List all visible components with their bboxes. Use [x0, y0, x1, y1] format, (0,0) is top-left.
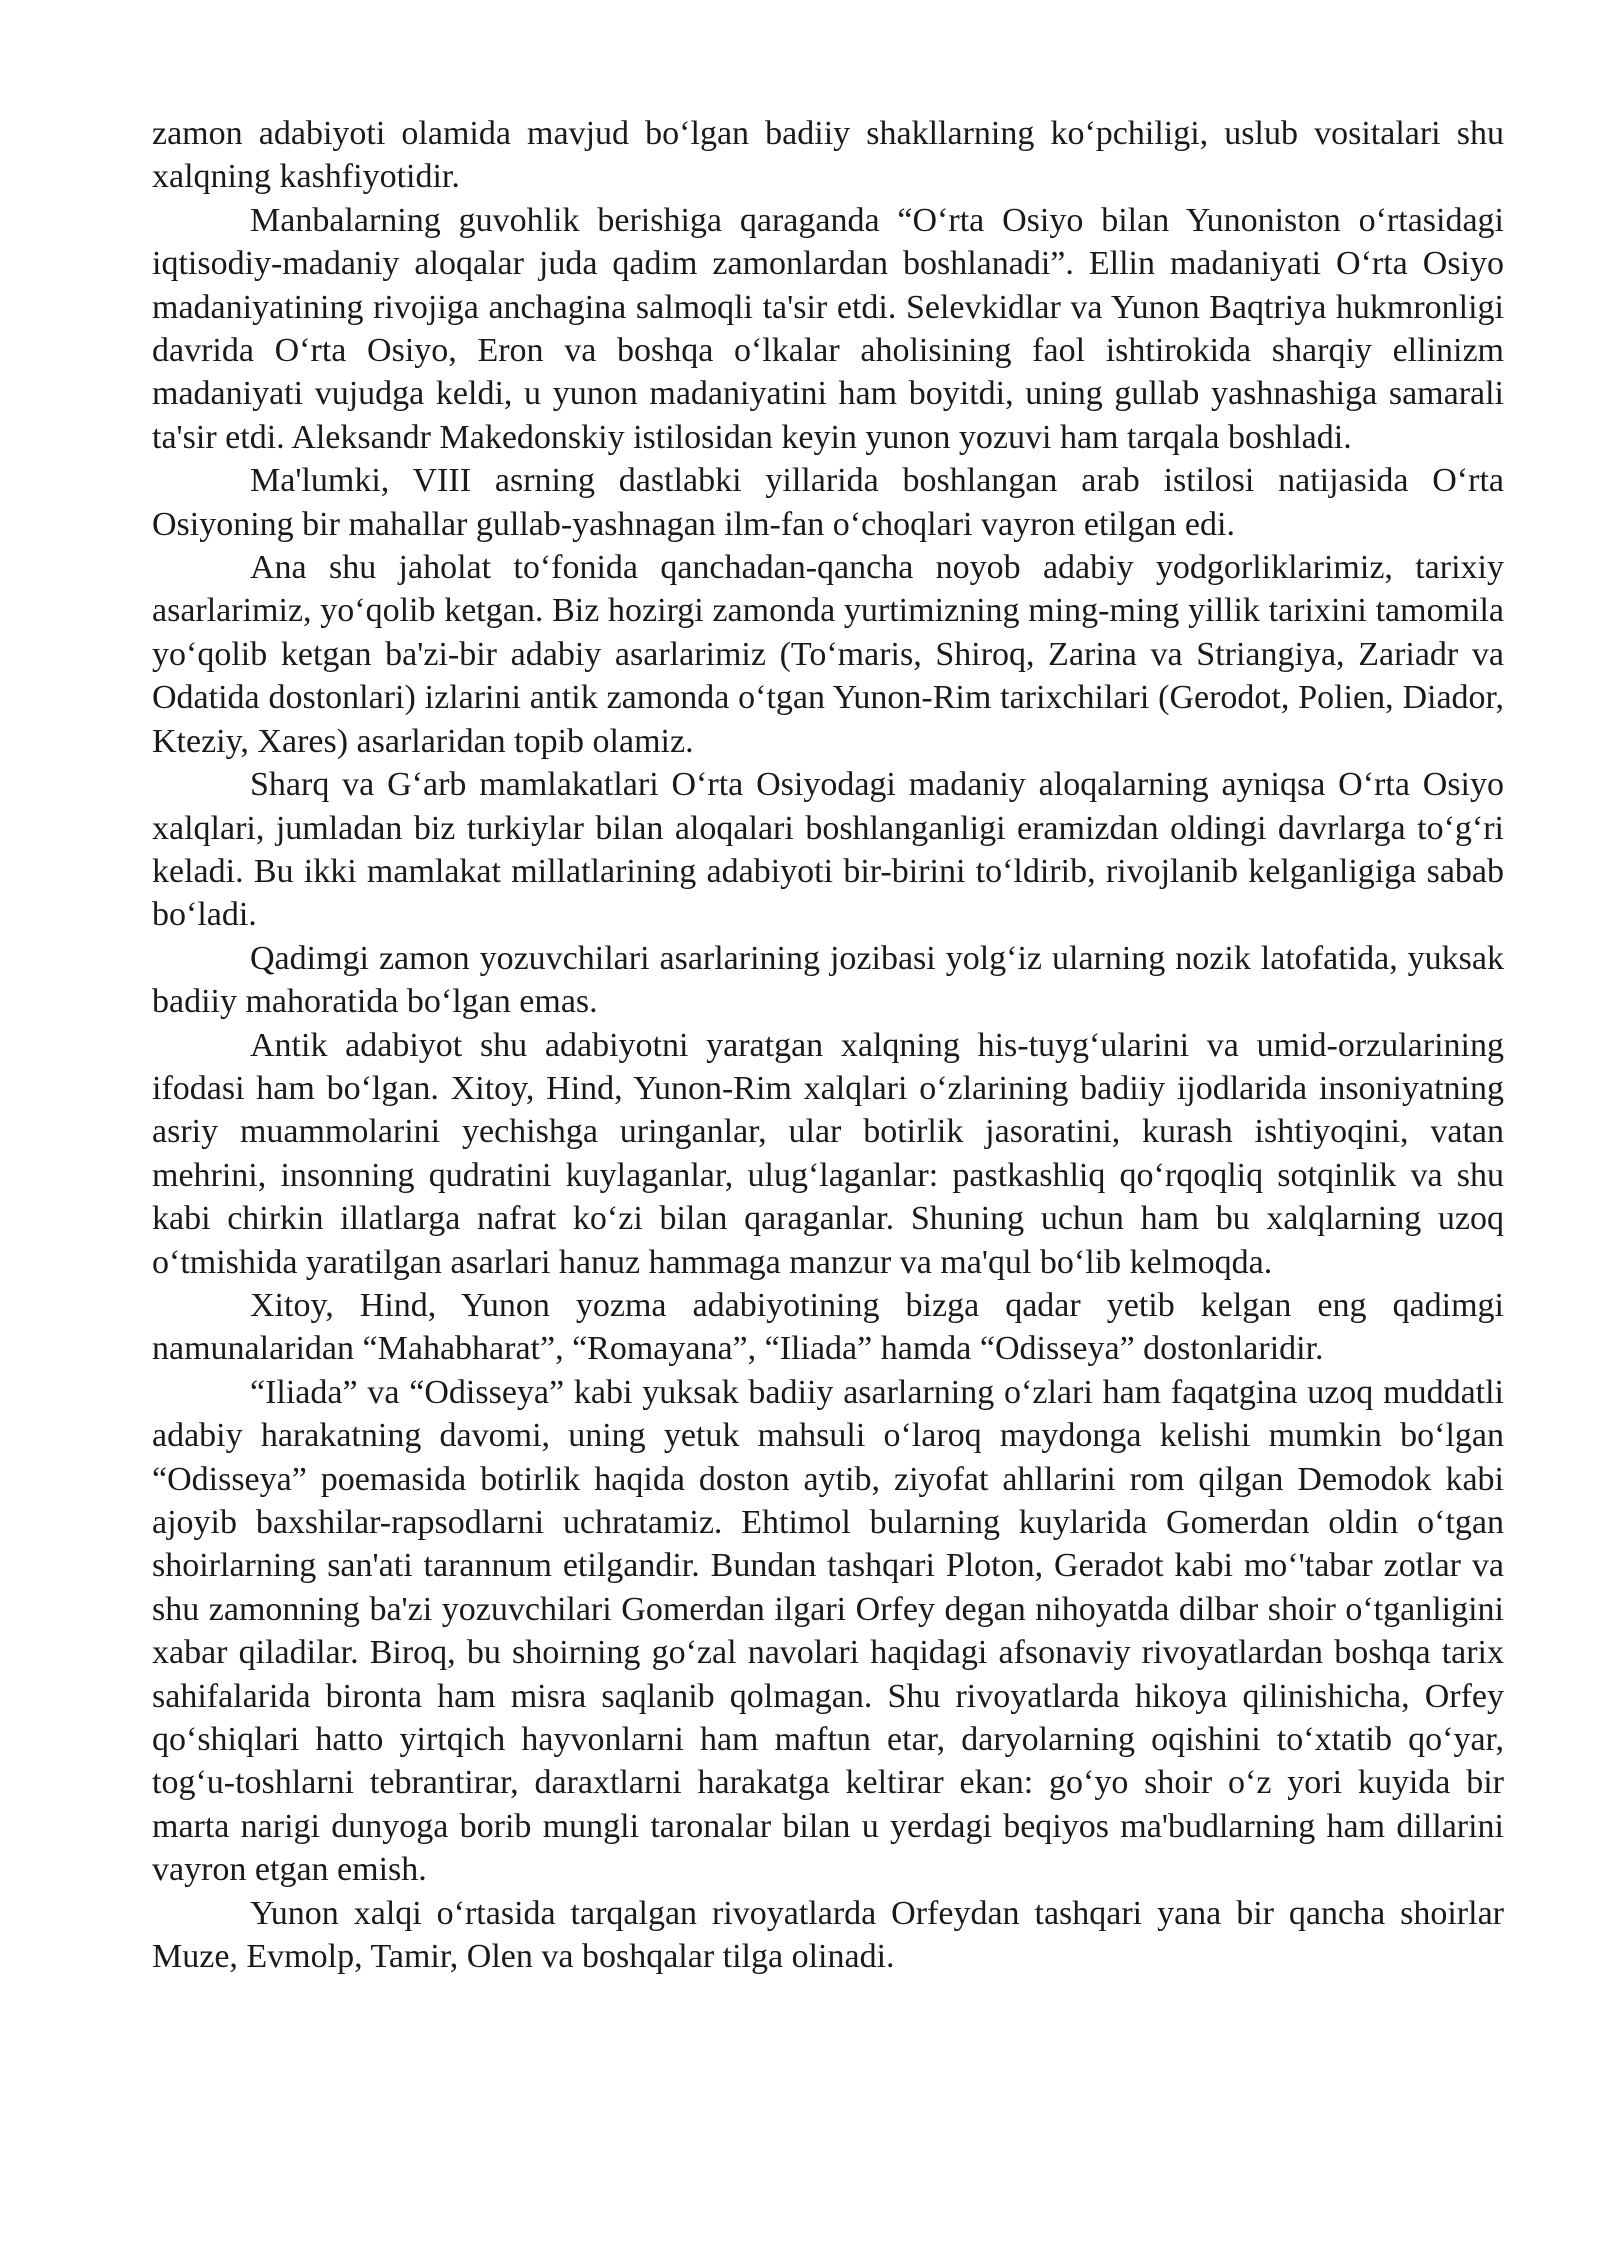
paragraph-1: zamon adabiyoti olamida mavjud bo‘lgan badiiy shakllarning ko‘pchiligi, uslub vositalari shu xalqning kashfiyotidir. — [152, 115, 1504, 196]
paragraph-5: Sharq va G‘arb mamlakatlari O‘rta Osiyodagi madaniy aloqalarning ayniqsa O‘rta Osiyo xalqlari, jumladan biz turkiylar bilan aloqalari boshlanganligi eramizdan oldingi davrlarga to‘g‘ri keladi. Bu ikki mamlakat millatlarining adabiyoti bir-birini to‘ldirib, rivojlanib kelganligiga sabab bo‘ladi. — [152, 766, 1504, 934]
paragraph-9: “Iliada” va “Odisseya” kabi yuksak badiiy asarlarning o‘zlari ham faqatgina uzoq muddatli adabiy harakatning davomi, uning yetuk mahsuli o‘laroq maydonga kelishi mumkin bo‘lgan “Odisseya” poemasida botirlik haqida doston aytib, ziyofat ahllarini rom qilgan Demodok kabi ajoyib baxshilar-rapsodlarni uchratamiz. Ehtimol bularning kuylarida Gomerdan oldin o‘tgan shoirlarning san'ati tarannum etilgandir. Bundan tashqari Ploton, Geradot kabi mo‘'tabar zotlar va shu zamonning ba'zi yozuvchilari Gomerdan ilgari Orfey degan nihoyatda dilbar shoir o‘tganligini xabar qiladilar. Biroq, bu shoirning go‘zal navolari haqidagi afsonaviy rivoyatlardan boshqa tarix sahifalarida bironta ham misra saqlanib qolmagan. Shu rivoyatlarda hikoya qilinishicha, Orfey qo‘shiqlari hatto yirtqich hayvonlarni ham maftun etar, daryolarning oqishini to‘xtatib qo‘yar, tog‘u-toshlarni tebrantirar, daraxtlarni harakatga keltirar ekan: go‘yo shoir o‘z yori kuyida bir marta narigi dunyoga borib mungli taronalar bilan u yerdagi beqiyos ma'budlarning ham dillarini vayron etgan emish. — [152, 1373, 1504, 1889]
document-page — [152, 112, 1504, 1978]
paragraph-6: Qadimgi zamon yozuvchilari asarlarining jozibasi yolg‘iz ularning nozik latofatida, yuksak badiiy mahoratida bo‘lgan emas. — [152, 939, 1504, 1021]
paragraph-7: Antik adabiyot shu adabiyotni yaratgan xalqning his-tuyg‘ularini va umid-orzularining ifodasi ham bo‘lgan. Xitoy, Hind, Yunon-Rim xalqlari o‘zlarining badiiy ijodlarida insoniyatning asriy muammolarini yechishga uringanlar, ular botirlik jasoratini, kurash ishtiyoqini, vatan mehrini, insonning qudratini kuylaganlar, ulug‘laganlar: pastkashliq qo‘rqoqliq sotqinlik va shu kabi chirkin illatlarga nafrat ko‘zi bilan qaraganlar. Shuning uchun ham bu xalqlarning uzoq o‘tmishida yaratilgan asarlari hanuz hammaga manzur va ma'qul bo‘lib kelmoqda. — [152, 1026, 1504, 1281]
paragraph-10: Yunon xalqi o‘rtasida tarqalgan rivoyatlarda Orfeydan tashqari yana bir qancha shoirlar Muze, Evmolp, Tamir, Olen va boshqalar tilga olinadi. — [152, 1894, 1504, 1976]
paragraph-8: Xitoy, Hind, Yunon yozma adabiyotining bizga qadar yetib kelgan eng qadimgi namunalaridan “Mahabharat”, “Romayana”, “Iliada” hamda “Odisseya” dostonlaridir. — [152, 1286, 1504, 1368]
paragraph-4: Ana shu jaholat to‘fonida qanchadan-qancha noyob adabiy yodgorliklarimiz, tarixiy asarlarimiz, yo‘qolib ketgan. Biz hozirgi zamonda yurtimizning ming-ming yillik tarixini tamomila yo‘qolib ketgan ba'zi-bir adabiy asarlarimiz (To‘maris, Shiroq, Zarina va Striangiya, Zariadr va Odatida dostonlari) izlarini antik zamonda o‘tgan Yunon-Rim tarixchilari (Gerodot, Polien, Diador, Kteziy, Xares) asarlaridan topib olamiz. — [152, 549, 1504, 760]
paragraph-2: Manbalarning guvohlik berishiga qaraganda “O‘rta Osiyo bilan Yunoniston o‘rtasidagi iqtisodiy-madaniy aloqalar juda qadim zamonlardan boshlanadi”. Ellin madaniyati O‘rta Osiyo madaniyatining rivojiga anchagina salmoqli ta'sir etdi. Selevkidlar va Yunon Baqtriya hukmronligi davrida O‘rta Osiyo, Eron va boshqa o‘lkalar aholisining faol ishtirokida sharqiy ellinizm madaniyati vujudga keldi, u yunon madaniyatini ham boyitdi, uning gullab yashnashiga samarali ta'sir etdi. Aleksandr Makedonskiy istilosidan keyin yunon yozuvi ham tarqala boshladi. — [152, 201, 1504, 456]
paragraph-3: Ma'lumki, VIII asrning dastlabki yillarida boshlangan arab istilosi natijasida O‘rta Osiyoning bir mahallar gullab-yashnagan ilm-fan o‘choqlari vayron etilgan edi. — [152, 462, 1504, 543]
